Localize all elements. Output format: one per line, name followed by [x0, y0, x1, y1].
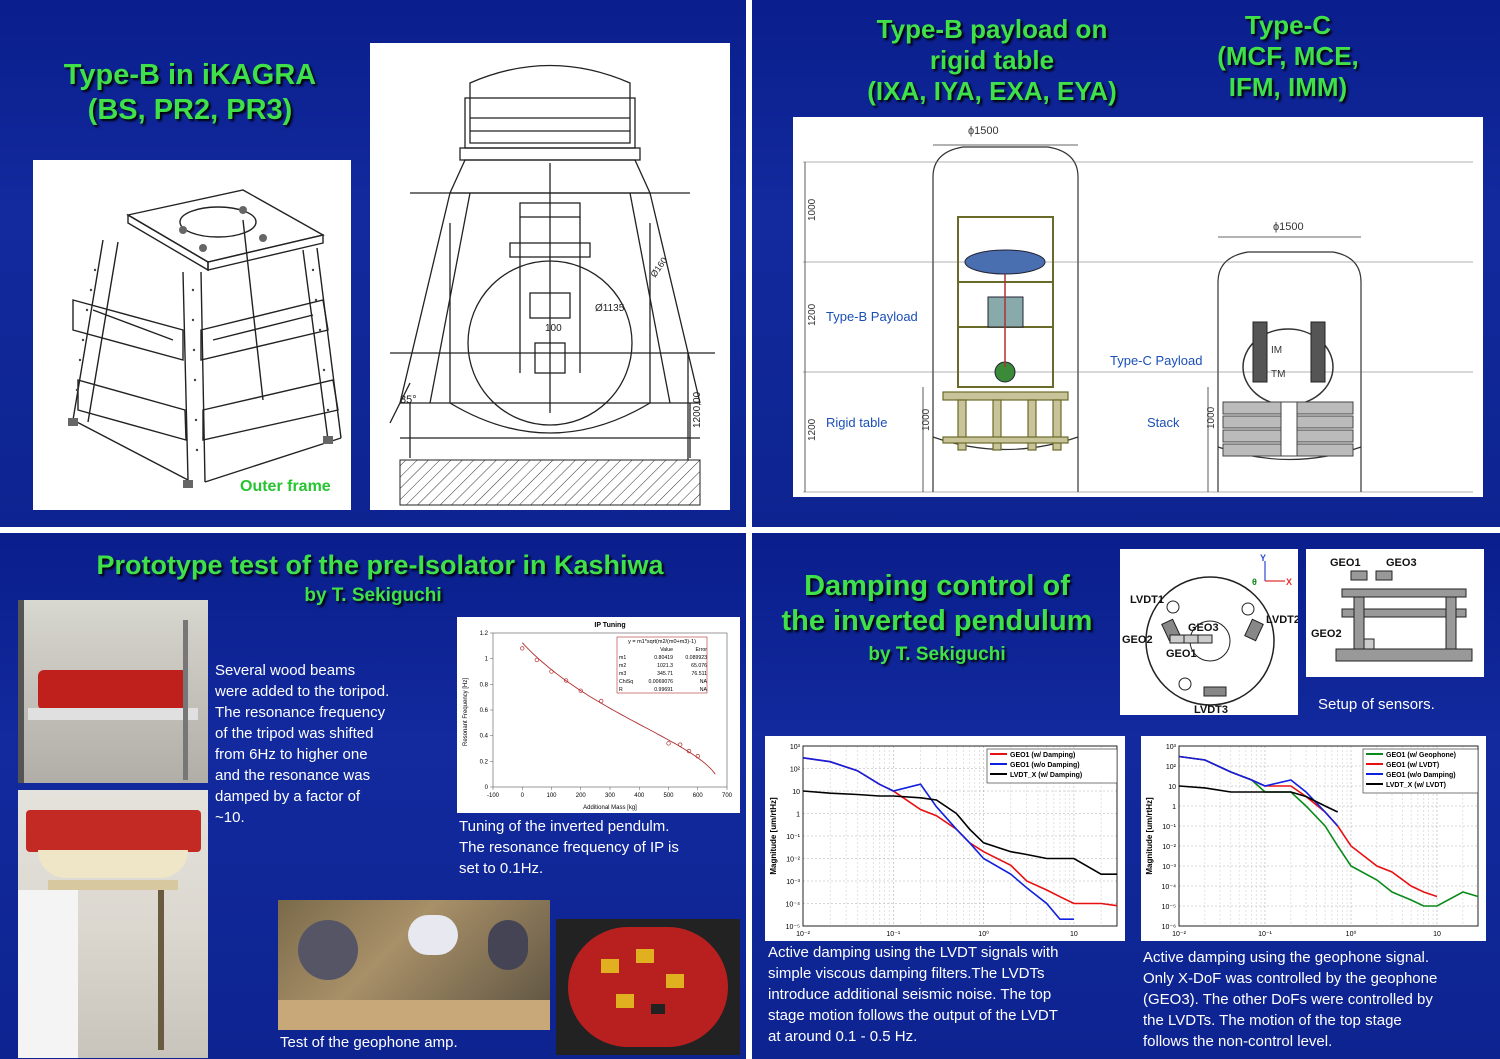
- dim-1000-top: 1000: [807, 198, 818, 221]
- slide-quadrant-prototype-test: [0, 533, 746, 1059]
- fit-table-cell: m3: [619, 671, 627, 677]
- caption-line: Only X-DoF was controlled by the geophone: [1143, 970, 1438, 987]
- caption-line: at around 0.1 - 0.5 Hz.: [768, 1028, 918, 1045]
- y-tick-label: 10³: [789, 744, 800, 751]
- y-tick-label: 10⁻⁶: [1161, 924, 1176, 931]
- x-tick-label: 600: [692, 793, 703, 799]
- cross-section-svg: [370, 43, 730, 510]
- side-geo2-label: GEO2: [1311, 628, 1342, 640]
- dim-diameter-2: Ø160: [648, 255, 670, 280]
- dim-1200-mid: 1200: [807, 303, 818, 326]
- slide-quadrant-type-b-type-c: [752, 0, 1500, 527]
- text-line: and the resonance was: [215, 767, 371, 784]
- x-tick-label: 500: [663, 793, 674, 799]
- title-line-1: Damping control of: [804, 570, 1070, 602]
- series-line: [1179, 786, 1338, 812]
- y-tick-label: 10⁻⁴: [1161, 884, 1176, 891]
- fit-table-cell: ChiSq: [619, 679, 634, 685]
- lvdt3-label: LVDT3: [1194, 704, 1229, 715]
- caption-line: simple viscous damping filters.The LVDTs: [768, 965, 1045, 982]
- phi-right-label: ϕ1500: [1273, 221, 1304, 233]
- y-tick-label: 10⁻³: [786, 879, 800, 886]
- y-tick-label: 10³: [1165, 744, 1176, 751]
- title-line-1: Type-C: [1244, 10, 1332, 40]
- text-line: ~10.: [215, 809, 245, 826]
- data-point: [535, 658, 539, 662]
- y-tick-label: 10: [1168, 784, 1176, 791]
- y-tick-label: 0: [484, 785, 488, 791]
- type-b-ikagra-title: [40, 58, 340, 128]
- title-line-2: the inverted pendulum: [781, 604, 1093, 637]
- damping-subtitle: by T. Sekiguchi: [868, 644, 1006, 665]
- legend-label: LVDT_X (w/ Damping): [1010, 772, 1083, 779]
- fit-table-cell: m1: [619, 655, 627, 661]
- y-tick-label: 1: [1172, 804, 1176, 811]
- y-tick-label: 1: [484, 656, 488, 663]
- y-axis-label: Magnitude [um/rtHz]: [1145, 797, 1154, 875]
- dim-1000-right: 1000: [1206, 406, 1217, 429]
- pre-isolator-photo-1: [18, 600, 208, 783]
- caption-line: stage motion follows the output of the LVDT: [768, 1007, 1058, 1024]
- title-line-2: (BS, PR2, PR3): [87, 93, 293, 126]
- text-line: The resonance frequency: [215, 704, 386, 721]
- y-tick-label: 10⁻¹: [1162, 824, 1176, 831]
- caption-line: The resonance frequency of IP is: [459, 839, 679, 856]
- fit-table-cell: 1021.3: [657, 663, 673, 669]
- fit-table-cell: 345.71: [657, 671, 673, 677]
- outer-frame-label: Outer frame: [240, 478, 331, 495]
- legend-label: GEO1 (w/ Geophone): [1386, 752, 1457, 759]
- geophone-caption: Test of the geophone amp.: [280, 1034, 458, 1051]
- dim-diameter: Ø1135: [595, 303, 625, 314]
- y-tick-label: 10⁻³: [1162, 864, 1176, 871]
- wood-beams-text: [215, 660, 389, 828]
- x-tick-label: 400: [634, 793, 645, 799]
- outer-frame-svg: [33, 160, 351, 510]
- fit-table-cell: 76.511: [691, 671, 707, 677]
- type-b-cross-section-drawing: [370, 43, 730, 510]
- x-tick-label: 10: [1070, 931, 1078, 938]
- fit-table-cell: 0.99691: [654, 687, 673, 693]
- y-axis-label: Magnitude [um/rtHz]: [769, 797, 778, 875]
- dim-height: 1200,00: [692, 391, 703, 428]
- fit-table-cell: NA: [699, 687, 707, 693]
- data-point: [520, 647, 524, 651]
- lvdt-damping-svg: [765, 736, 1125, 941]
- caption-line: Tuning of the inverted pendulm.: [459, 818, 670, 835]
- fit-equation: y = m1*sqrt(m2/(m0+m3)-1): [628, 639, 696, 645]
- type-b-payload-title: [852, 14, 1132, 108]
- y-tick-label: 10⁻²: [1162, 844, 1176, 851]
- x-tick-label: 10: [1433, 931, 1441, 938]
- fit-table-cell: m2: [619, 663, 627, 669]
- payload-svg: [793, 117, 1483, 497]
- fit-table-cell: Value: [660, 647, 673, 653]
- outer-frame-drawing: [33, 160, 351, 510]
- stack-label: Stack: [1147, 415, 1180, 430]
- rigid-table-label: Rigid table: [826, 415, 888, 430]
- y-tick-label: 10⁻¹: [786, 834, 800, 841]
- ip-tuning-chart: [457, 617, 740, 813]
- data-point: [599, 699, 603, 703]
- typec-payload-label: Type-C Payload: [1110, 353, 1203, 368]
- title-line-3: IFM, IMM): [1228, 72, 1348, 103]
- lvdt-damping-chart: [765, 736, 1125, 941]
- caption-line: Active damping using the LVDT signals with: [768, 944, 1059, 961]
- text-line: damped by a factor of: [215, 788, 361, 805]
- x-tick-label: 10⁻²: [796, 931, 810, 938]
- fit-table-cell: NA: [699, 679, 707, 685]
- dim-length: 100: [545, 323, 562, 334]
- lvdt1-label: LVDT1: [1130, 594, 1165, 606]
- damping-title: [752, 569, 1122, 639]
- tm-label: TM: [1271, 369, 1286, 380]
- prototype-test-subtitle: by T. Sekiguchi: [304, 585, 442, 606]
- axis-theta-label: θ: [1252, 577, 1257, 587]
- title-line-2: rigid table: [929, 45, 1055, 76]
- axis-x-label: X: [1286, 577, 1293, 587]
- y-axis-label: Resonant Frequency [Hz]: [463, 677, 469, 747]
- y-tick-label: 10²: [1165, 764, 1176, 771]
- geophone-damping-svg: [1141, 736, 1486, 941]
- ip-tuning-svg: [457, 617, 740, 813]
- side-geo1-label: GEO1: [1330, 557, 1361, 569]
- title-line-3: (IXA, IYA, EXA, EYA): [867, 76, 1117, 107]
- geo1-label: GEO1: [1166, 648, 1197, 660]
- y-tick-label: 10²: [789, 766, 800, 774]
- x-axis-label: Additional Mass [kg]: [583, 805, 637, 811]
- title-line-2: (MCF, MCE,: [1217, 41, 1359, 72]
- legend-label: GEO1 (w/ LVDT): [1386, 762, 1440, 769]
- slide-quadrant-damping-control: [752, 533, 1500, 1059]
- chart-title: IP Tuning: [594, 622, 626, 629]
- y-tick-label: 0.8: [479, 682, 488, 689]
- sensor-side-svg: [1306, 549, 1484, 677]
- sensor-side-view: [1306, 549, 1484, 677]
- data-point: [667, 742, 671, 746]
- text-line: were added to the toripod.: [215, 683, 390, 700]
- slide-quadrant-type-b-ikagra: [0, 0, 746, 527]
- text-line: from 6Hz to higher one: [215, 746, 368, 763]
- x-tick-label: 10⁰: [1345, 931, 1357, 938]
- geo2-label: GEO2: [1122, 634, 1153, 646]
- payload-drawing: [793, 117, 1483, 497]
- dim-1000-left: 1000: [921, 408, 932, 431]
- typeb-payload-label: Type-B Payload: [826, 309, 918, 324]
- fit-table-cell: Error: [695, 647, 707, 653]
- y-tick-label: 0.4: [479, 733, 488, 740]
- side-geo3-label: GEO3: [1386, 557, 1417, 569]
- fit-table-cell: R: [619, 687, 623, 693]
- geophone-damping-caption: [1143, 947, 1437, 1052]
- y-tick-label: 10⁻²: [786, 856, 800, 864]
- title-line-1: Type-B in iKAGRA: [63, 59, 317, 91]
- lvdt2-label: LVDT2: [1266, 614, 1298, 626]
- im-label: IM: [1271, 345, 1283, 356]
- caption-line: (GEO3). The other DoFs were controlled by: [1143, 991, 1433, 1008]
- pre-isolator-photo-2: [18, 790, 208, 1058]
- x-tick-label: 10⁻²: [1172, 931, 1186, 938]
- y-tick-label: 1: [796, 811, 800, 819]
- type-c-title: [1192, 10, 1384, 104]
- ip-tuning-caption: [459, 816, 679, 879]
- dim-angle: 35°: [400, 394, 417, 406]
- geo3-label: GEO3: [1188, 622, 1219, 634]
- y-tick-label: 0.2: [479, 759, 488, 766]
- y-tick-label: 10⁻⁵: [785, 924, 800, 931]
- geophone-amp-photo: [556, 919, 740, 1055]
- x-tick-label: 300: [604, 793, 616, 799]
- y-tick-label: 10: [792, 789, 800, 796]
- x-tick-label: 700: [721, 793, 733, 799]
- lvdt-damping-caption: [768, 942, 1058, 1047]
- legend-label: GEO1 (w/ Damping): [1010, 752, 1076, 759]
- y-tick-label: 10⁻⁵: [1161, 904, 1176, 911]
- x-tick-label: -100: [486, 793, 500, 799]
- legend-label: GEO1 (w/o Damping): [1010, 762, 1080, 769]
- text-line: Several wood beams: [215, 662, 356, 679]
- geophone-damping-chart: [1141, 736, 1486, 941]
- phi-left-label: ϕ1500: [968, 125, 999, 137]
- caption-line: Active damping using the geophone signal.: [1143, 949, 1430, 966]
- prototype-test-title: Prototype test of the pre-Isolator in Kashiwa: [96, 550, 664, 580]
- fit-table-cell: 0.089923: [685, 655, 707, 661]
- y-tick-label: 1.2: [479, 631, 488, 637]
- data-point: [678, 743, 682, 747]
- text-line: of the tripod was shifted: [215, 725, 374, 742]
- legend-label: GEO1 (w/o Damping): [1386, 772, 1456, 779]
- title-line-1: Type-B payload on: [876, 14, 1108, 44]
- caption-line: set to 0.1Hz.: [459, 860, 544, 877]
- setup-caption: Setup of sensors.: [1318, 696, 1435, 713]
- fit-table-cell: 0.0069076: [648, 679, 673, 685]
- sensor-top-view: [1120, 549, 1298, 715]
- x-tick-label: 100: [546, 793, 557, 799]
- axis-y-label: Y: [1260, 553, 1267, 563]
- legend-label: LVDT_X (w/ LVDT): [1386, 782, 1447, 789]
- dim-1200-bot: 1200: [807, 418, 818, 441]
- y-tick-label: 10⁻⁴: [785, 901, 800, 909]
- x-tick-label: 10⁰: [978, 931, 989, 938]
- y-tick-label: 0.6: [479, 708, 488, 714]
- sensor-top-svg: [1120, 549, 1298, 715]
- caption-line: the LVDTs. The motion of the top stage: [1143, 1012, 1402, 1029]
- fit-table-cell: 0.80419: [654, 655, 673, 661]
- caption-line: introduce additional seismic noise. The top: [768, 986, 1052, 1003]
- x-tick-label: 0: [520, 793, 524, 799]
- x-tick-label: 10⁻¹: [1258, 931, 1272, 938]
- x-tick-label: 10⁻¹: [886, 931, 901, 938]
- geophone-test-photo: [278, 900, 550, 1030]
- caption-line: follows the non-control level.: [1143, 1033, 1333, 1050]
- x-tick-label: 200: [575, 793, 586, 799]
- fit-table-cell: 65.076: [691, 663, 707, 669]
